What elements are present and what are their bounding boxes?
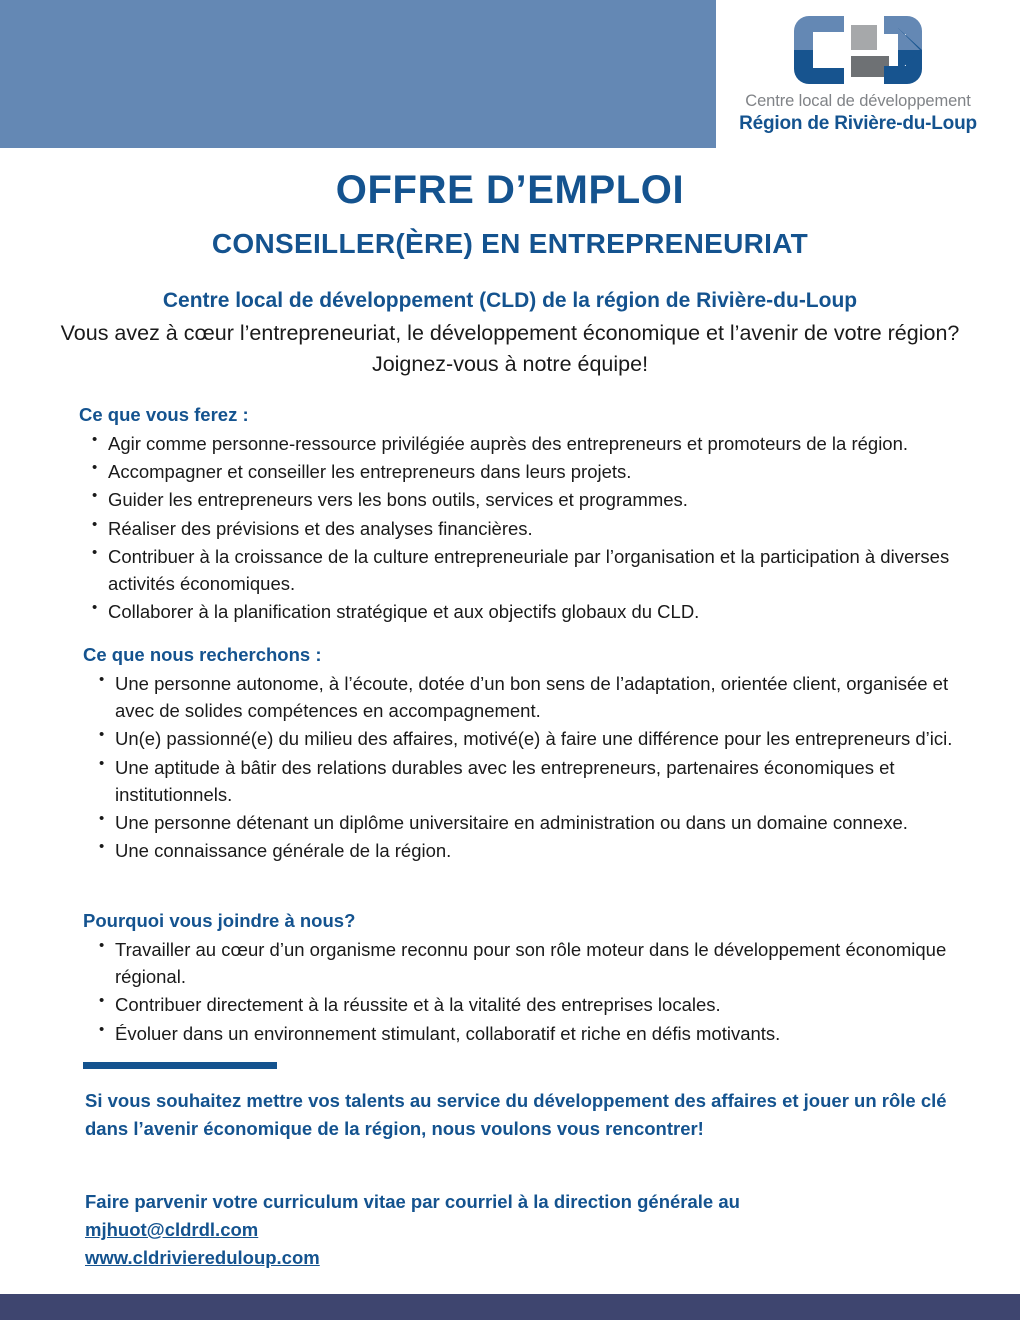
list-item: • Contribuer à la croissance de la culture entrepreneuriale par l’organisation et la participation à diverses activités économiques. (79, 543, 984, 597)
list-item: • Agir comme personne-ressource privilégiée auprès des entrepreneurs et promoteurs de la région. (79, 430, 984, 457)
contact-instruction: Faire parvenir votre curriculum vitae par courriel à la direction générale au (85, 1191, 740, 1212)
footer-navy-band (0, 1294, 1020, 1320)
contact-website-link[interactable]: www.cldriviereduloup.com (85, 1246, 320, 1268)
list-item: • Contribuer directement à la réussite et à la vitalité des entreprises locales. (83, 991, 988, 1018)
section-heading: Ce que nous recherchons : (83, 644, 322, 665)
closing-statement: Si vous souhaitez mettre vos talents au service du développement des affaires et jouer un rôle clé dans l’avenir économique de la région, nous voulons vous rencontrer! (85, 1090, 947, 1139)
list-item: • Une personne détenant un diplôme universitaire en administration ou dans un domaine connexe. (83, 809, 988, 836)
list-item: • Accompagner et conseiller les entrepreneurs dans leurs projets. (79, 458, 984, 485)
list-item: • Évoluer dans un environnement stimulant, collaboratif et riche en défis motivants. (83, 1020, 988, 1047)
contact-block (85, 1188, 955, 1271)
section-heading: Ce que vous ferez : (79, 404, 249, 425)
logo-tagline: Centre local de développement (745, 92, 971, 110)
cld-logo (724, 16, 992, 136)
intro-organization: Centre local de développement (CLD) de la région de Rivière-du-Loup (162, 289, 858, 312)
section-why-join (83, 910, 988, 1048)
cld-logo-mark (794, 16, 922, 84)
list-item: • Un(e) passionné(e) du milieu des affaires, motivé(e) à faire une différence pour les entrepreneurs d’ici. (83, 725, 988, 752)
page-subtitle: CONSEILLER(ÈRE) EN ENTREPRENEURIAT (211, 228, 809, 259)
list-item: • Collaborer à la planification stratégique et aux objectifs globaux du CLD. (79, 598, 984, 625)
list-item: • Guider les entrepreneurs vers les bons outils, services et programmes. (79, 486, 984, 513)
list-item: • Une connaissance générale de la région. (83, 837, 988, 864)
section-responsibilities (79, 404, 984, 626)
intro-text: Vous avez à cœur l’entrepreneuriat, le développement économique et l’avenir de votre région? Joignez-vous à notre équipe! (60, 321, 960, 376)
list-item: • Réaliser des prévisions et des analyses financières. (79, 515, 984, 542)
section-heading: Pourquoi vous joindre à nous? (83, 910, 356, 931)
list-item: • Travailler au cœur d’un organisme reconnu pour son rôle moteur dans le développement économique régional. (83, 936, 988, 990)
section-bullet-list (79, 430, 984, 625)
list-item: • Une aptitude à bâtir des relations durables avec les entrepreneurs, partenaires économiques et institutionnels. (83, 754, 988, 808)
list-item: • Une personne autonome, à l’écoute, dotée d’un bon sens de l’adaptation, orientée client, organisée et avec de solides compétences en accompagnement. (83, 670, 988, 724)
section-bullet-list (83, 670, 988, 864)
section-bullet-list (83, 936, 988, 1047)
section-requirements (83, 644, 988, 865)
logo-region: Région de Rivière-du-Loup (739, 112, 977, 134)
page-title: OFFRE D’EMPLOI (335, 168, 685, 212)
header-blue-band (0, 0, 716, 148)
contact-email-link[interactable]: mjhuot@cldrdl.com (85, 1218, 259, 1240)
section-divider (83, 1062, 277, 1069)
intro-block (60, 286, 960, 379)
